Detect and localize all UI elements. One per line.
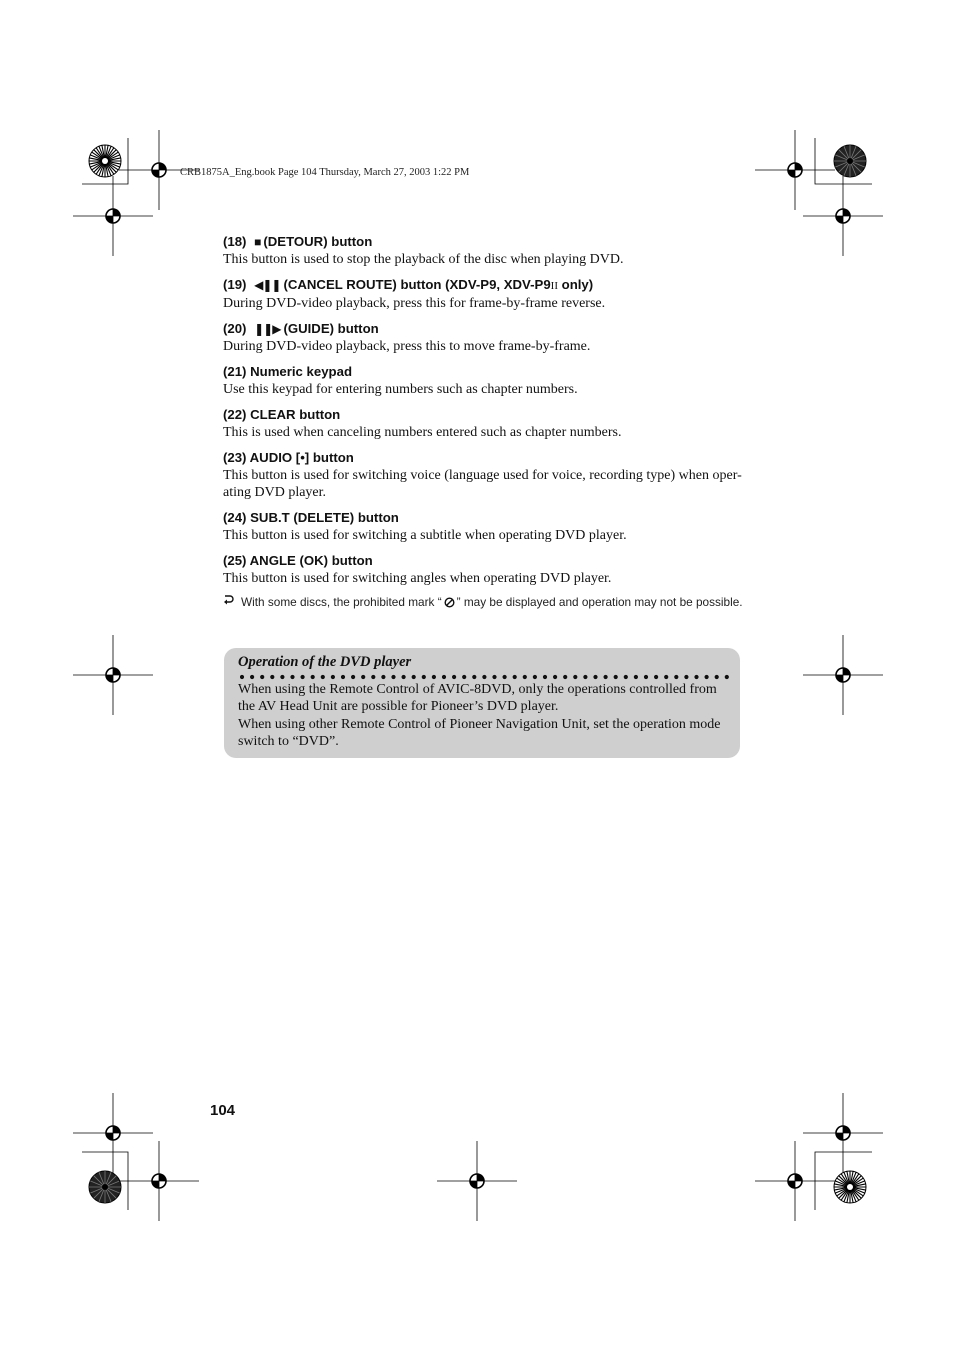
entry-title: (18) ■ (DETOUR) button bbox=[223, 234, 373, 249]
button-descriptions bbox=[223, 233, 763, 611]
entry-19 bbox=[223, 276, 763, 312]
entry-description: Use this keypad for entering numbers such as chapter numbers. bbox=[223, 382, 578, 397]
entry-24 bbox=[223, 509, 763, 544]
entry-title: (24) SUB.T (DELETE) button bbox=[223, 510, 399, 525]
entry-title: (25) ANGLE (OK) button bbox=[223, 553, 373, 568]
entry-title: (20) ❚❚▶ (GUIDE) button bbox=[223, 321, 379, 336]
entry-description: This button is used for switching voice (language used for voice, recording type) when oper-ating DVD player. bbox=[223, 468, 742, 500]
entry-description: During DVD-video playback, press this to move frame-by-frame. bbox=[223, 339, 591, 354]
entry-description: During DVD-video playback, press this for frame-by-frame reverse. bbox=[223, 296, 606, 311]
step-forward-icon: ❚❚▶ bbox=[254, 322, 281, 336]
prohibited-icon bbox=[444, 597, 455, 611]
dvd-operation-info-box bbox=[224, 648, 740, 758]
note-arrow-icon bbox=[223, 594, 235, 609]
info-box-paragraph: When using the Remote Control of AVIC-8DVD, only the operations controlled from the AV Head Unit are possible for Pioneer’s DVD player. bbox=[238, 682, 717, 714]
entry-23 bbox=[223, 449, 763, 501]
dotted-divider bbox=[240, 674, 730, 680]
entry-21 bbox=[223, 363, 763, 398]
entry-description: This is used when canceling numbers entered such as chapter numbers. bbox=[223, 425, 622, 440]
file-info-header: CRB1875A_Eng.book Page 104 Thursday, March 27, 2003 1:22 PM bbox=[180, 167, 470, 178]
entry-25 bbox=[223, 552, 763, 587]
entry-18 bbox=[223, 233, 763, 268]
info-box-paragraph: When using other Remote Control of Pioneer Navigation Unit, set the operation mode switch to “DVD”. bbox=[238, 717, 721, 749]
entry-title: (21) Numeric keypad bbox=[223, 364, 353, 379]
entry-description: This button is used for switching angles when operating DVD player. bbox=[223, 571, 612, 586]
stop-square-icon: ■ bbox=[254, 235, 261, 249]
entry-title: (23) AUDIO [•] button bbox=[223, 450, 354, 465]
entry-description: This button is used to stop the playback of the disc when playing DVD. bbox=[223, 252, 624, 267]
prohibited-mark-note: With some discs, the prohibited mark “ ” may be displayed and operation may not be possible. bbox=[223, 595, 763, 611]
entry-title: (22) CLEAR button bbox=[223, 407, 341, 422]
page-number: 104 bbox=[210, 1102, 236, 1119]
entry-description: This button is used for switching a subtitle when operating DVD player. bbox=[223, 528, 627, 543]
step-reverse-icon: ◀❚❚ bbox=[254, 278, 281, 292]
info-box-title: Operation of the DVD player bbox=[238, 654, 412, 670]
entry-title: (19) ◀❚❚ (CANCEL ROUTE) button (XDV-P9, XDV-P9II only) bbox=[223, 277, 594, 292]
entry-22 bbox=[223, 406, 763, 441]
entry-20 bbox=[223, 320, 763, 355]
